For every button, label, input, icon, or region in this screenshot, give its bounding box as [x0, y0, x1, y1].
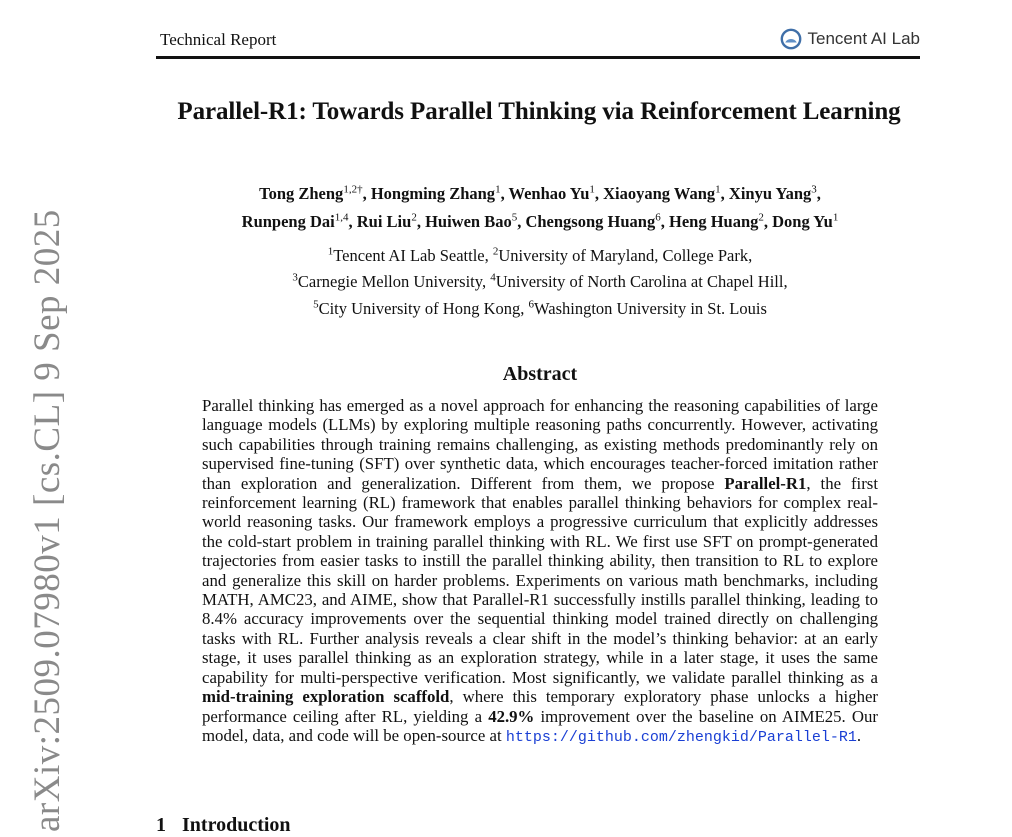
author-list — [160, 177, 920, 234]
author: Chengsong Huang$^6$, — [525, 211, 669, 231]
affiliation: $^3$Carnegie Mellon University, — [292, 271, 491, 291]
affiliation-list — [160, 240, 920, 320]
brand-name: Tencent AI Lab — [807, 29, 920, 48]
affiliation: $^4$University of North Carolina at Chapel Hill, — [490, 271, 788, 291]
model-name-emphasis: Parallel-R1 — [724, 473, 807, 493]
header-rule — [156, 56, 920, 59]
author: Rui Liu$^2$, — [356, 211, 426, 231]
author: Heng Huang$^2$, — [668, 211, 773, 231]
affiliation: $^2$University of Maryland, College Park, — [492, 245, 753, 265]
affiliation: $^1$Tencent AI Lab Seattle, — [327, 245, 493, 265]
abstract-heading: Abstract — [502, 363, 578, 385]
affiliation: $^6$Washington University in St. Louis — [528, 298, 767, 318]
arxiv-identifier-stamp: arXiv:2509.07980v1 [cs.CL] 9 Sep 2025 — [27, 209, 68, 832]
section-number: 1 — [156, 814, 166, 836]
abstract-body: Parallel thinking has emerged as a novel approach for enhancing the reasoning capabilities of large language models (LLMs) by exploring multiple reasoning paths concurrently. However, activating such capabilities through training remains challenging, as existing methods predominantly rely on supervised fine-tuning (SFT) over synthetic data, which encourages teacher-forced imitation rather than exploration and generalization. Different from them, we propose Parallel-R1, the first reinforcement learning (RL) framework that enables parallel thinking behaviors for complex real-world reasoning tasks. Our framework employs a progressive curriculum that explicitly addresses the cold-start problem in training parallel thinking with RL. We first use SFT on prompt-generated trajectories from easier tasks to instill the parallel thinking ability, then transition to RL to explore and generalize this skill on harder problems. Experiments on various math benchmarks, including MATH, AMC23, and AIME, show that Parallel-R1 successfully instills parallel thinking, leading to 8.4% accuracy improvements over the sequential thinking model trained directly on challenging tasks with RL. Further analysis reveals a clear shift in the model’s thinking behavior: at an early stage, it uses parallel thinking as an exploration strategy, while in a later stage, it uses the same capability for multi-perspective verification. Most significantly, we validate parallel thinking as a mid-training exploration scaffold, where this temporary exploratory phase unlocks a higher performance ceiling after RL, yielding a 42.9% improvement over the baseline on AIME25. Our model, data, and code will be open-source at https://github.com/zhengkid/Parallel-R1. — [202, 396, 879, 746]
improvement-emphasis: 42.9% — [488, 706, 535, 726]
author: Hongming Zhang$^1$, — [370, 183, 509, 203]
author: Xinyu Yang$^3$, — [728, 183, 821, 203]
report-type-label: Technical Report — [160, 30, 277, 49]
author: Xiaoyang Wang$^1$, — [603, 183, 729, 203]
author: Runpeng Dai$^{1,4}$, — [241, 211, 357, 231]
scaffold-emphasis: mid-training exploration scaffold — [202, 687, 450, 707]
section-title: Introduction — [182, 814, 291, 836]
affiliation: $^5$City University of Hong Kong, — [313, 298, 529, 318]
tencent-ai-lab-logo-icon — [780, 28, 802, 50]
paper-title: Parallel-R1: Towards Parallel Thinking via Reinforcement Learning — [177, 98, 901, 125]
github-link[interactable]: https://github.com/zhengkid/Parallel-R1 — [505, 728, 857, 746]
author: Huiwen Bao$^5$, — [425, 211, 526, 231]
brand — [780, 28, 920, 50]
author: Tong Zheng$^{1,2\dagger}$, — [259, 183, 371, 203]
section-heading-introduction — [156, 814, 291, 837]
author: Dong Yu$^1$ — [772, 211, 839, 231]
author: Wenhao Yu$^1$, — [508, 183, 604, 203]
